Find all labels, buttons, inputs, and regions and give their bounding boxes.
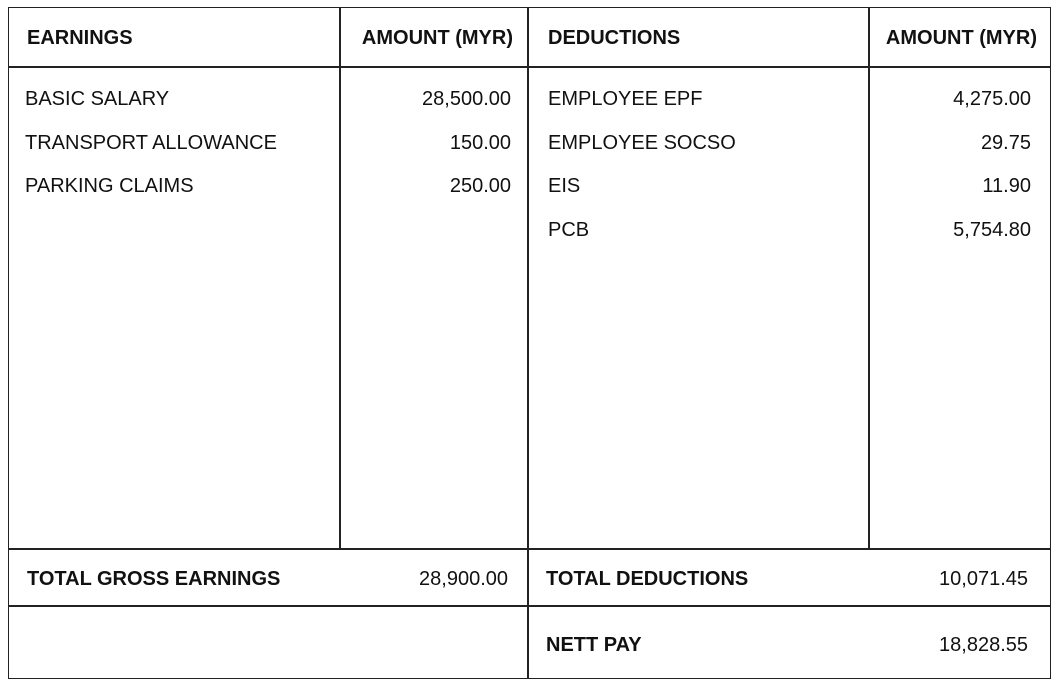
nett-pay-value: 18,828.55 [939, 634, 1028, 656]
header-divider [8, 66, 1051, 68]
earnings-amount-header: AMOUNT (MYR) [361, 27, 513, 49]
totals-divider-bottom [8, 605, 1051, 607]
deductions-amount-header: AMOUNT (MYR) [885, 27, 1037, 49]
deduction-amount: 29.75 [980, 132, 1031, 154]
deduction-label: PCB [548, 219, 590, 241]
deductions-header: DEDUCTIONS [548, 27, 681, 49]
deduction-amount: 5,754.80 [953, 219, 1031, 241]
earning-amount: 250.00 [449, 175, 511, 197]
total-deductions-label: TOTAL DEDUCTIONS [546, 568, 749, 590]
nett-pay-label: NETT PAY [546, 634, 642, 656]
deduction-label: EMPLOYEE EPF [548, 88, 703, 110]
earning-label: TRANSPORT ALLOWANCE [25, 132, 277, 154]
deduction-label: EMPLOYEE SOCSO [548, 132, 736, 154]
total-gross-value: 28,900.00 [419, 568, 508, 590]
earning-amount: 150.00 [449, 132, 511, 154]
earning-amount: 28,500.00 [422, 88, 511, 110]
deduction-amount: 11.90 [982, 175, 1031, 197]
deduction-label: EIS [548, 175, 581, 197]
earning-label: BASIC SALARY [25, 88, 170, 110]
totals-divider-top [8, 548, 1051, 550]
deduction-amount: 4,275.00 [953, 88, 1031, 110]
earning-label: PARKING CLAIMS [25, 175, 194, 197]
earnings-header: EARNINGS [27, 27, 133, 49]
divider-middle [527, 7, 529, 679]
total-gross-label: TOTAL GROSS EARNINGS [27, 568, 281, 590]
total-deductions-value: 10,071.45 [939, 568, 1028, 590]
